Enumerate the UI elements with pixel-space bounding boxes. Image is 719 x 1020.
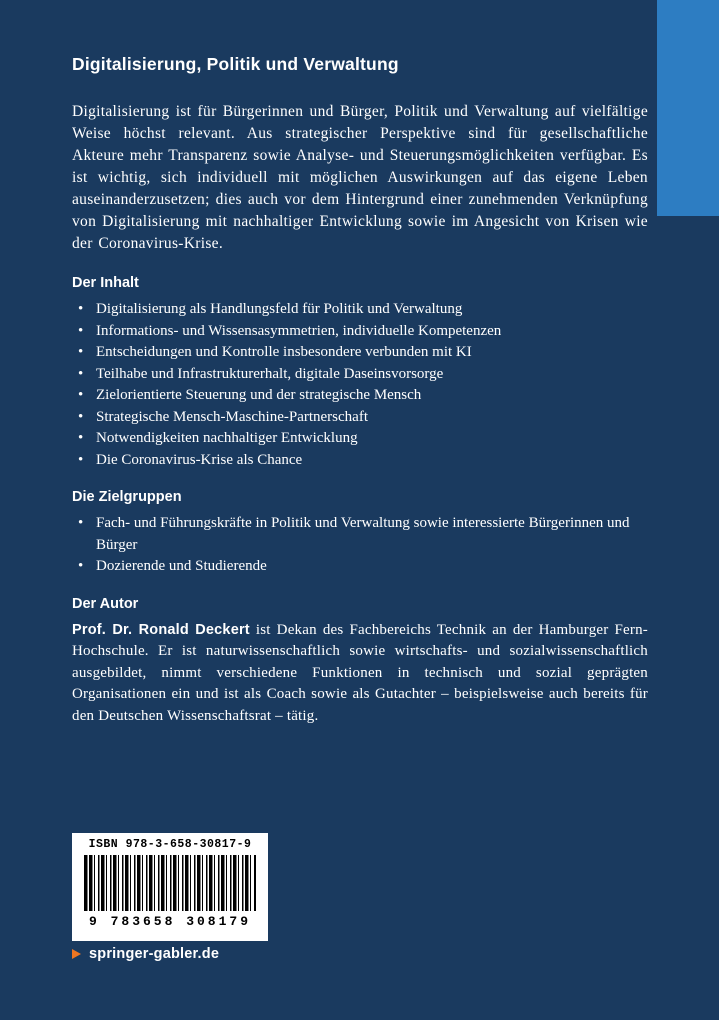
list-item: • Entscheidungen und Kontrolle insbesondere verbunden mit KI (72, 342, 648, 364)
section-heading-zielgruppen: Die Zielgruppen (72, 489, 182, 505)
section-heading-autor: Der Autor (72, 595, 139, 612)
list-item: • Zielorientierte Steuerung und der strategische Mensch (72, 385, 648, 407)
barcode-digits: 9 783658 308179 (88, 914, 252, 929)
list-item: • Digitalisierung als Handlungsfeld für Politik und Verwaltung (72, 299, 648, 321)
list-item: • Notwendigkeiten nachhaltiger Entwicklung (72, 428, 648, 450)
cover-content (72, 54, 648, 727)
author-paragraph (72, 620, 648, 728)
list-item: • Die Coronavirus-Krise als Chance (72, 450, 648, 472)
inhalt-list (72, 299, 648, 471)
publisher-url: springer-gabler.de (89, 946, 220, 962)
cover-accent-stripe (657, 0, 719, 216)
cover-title: Digitalisierung, Politik und Verwaltung (72, 54, 399, 74)
arrow-icon (72, 949, 81, 959)
isbn-label: ISBN 978-3-658-30817-9 (88, 838, 252, 851)
list-item: • Dozierende und Studierende (72, 556, 648, 578)
barcode (72, 833, 268, 941)
barcode-bars (84, 855, 256, 911)
list-item: • Informations- und Wissensasymmetrien, individuelle Kompetenzen (72, 321, 648, 343)
list-item: • Strategische Mensch-Maschine-Partnerschaft (72, 407, 648, 429)
zielgruppen-list (72, 513, 648, 578)
publisher-site (72, 946, 219, 962)
cover-blurb: Digitalisierung ist für Bürgerinnen und Bürger, Politik und Verwaltung auf vielfältige Weise höchst relevant. Aus strategischer Perspektive sind für gesellschaftliche Akteure mehr Transparenz sowie Analyse- und Steuerungsmöglichkeiten verfügbar. Es ist wichtig, sich individuell mit möglichen Auswirkungen auf das eigene Leben auseinanderzusetzen; dies auch vor dem Hintergrund einer zunehmenden Verknüpfung von Digitalisierung mit nachhaltiger Entwicklung sowie im Angesicht von Krisen wie der Coronavirus-Krise. (72, 103, 648, 252)
author-bio: ist Dekan des Fachbereichs Technik an der Hamburger Fern-Hochschule. Er ist naturwissenschaftlich sowie wirtschafts- und sozialwissenschaftlich ausgebildet, nimmt verschiedene Funktionen in technisch und sozial geprägten Organisationen ein und ist als Coach sowie als Gutachter – beispielsweise auch bereits für den Deutschen Wissenschaftsrat – tätig. (72, 621, 648, 724)
section-heading-inhalt: Der Inhalt (72, 275, 139, 291)
list-item: • Fach- und Führungskräfte in Politik und Verwaltung sowie interessierte Bürgerinnen und Bürger (72, 513, 648, 556)
author-name: Prof. Dr. Ronald Deckert (72, 621, 250, 638)
list-item: • Teilhabe und Infrastrukturerhalt, digitale Daseinsvorsorge (72, 364, 648, 386)
